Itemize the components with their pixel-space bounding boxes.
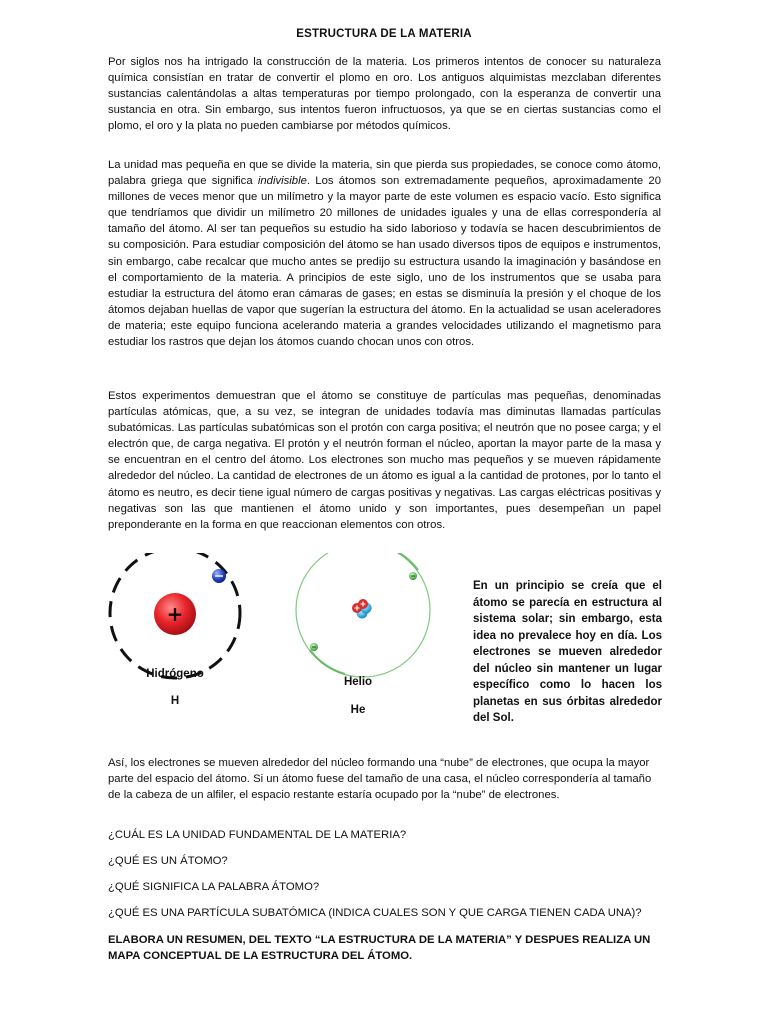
helium-atom — [296, 553, 430, 677]
solar-system-model-note: En un principio se creía que el átomo se parecía en estructura al sistema solar; sin embargo, esta idea no prevalece hoy en día. Los electrones se mueven alrededor del núcleo sin mantener un lugar específico como lo hacen los planetas en sus órbitas alrededor del Sol. — [473, 580, 662, 724]
paragraph-atom-definition — [108, 157, 661, 350]
paragraph-atom-definition-part-a: La unidad mas pequeña en que se divide la materia, sin que pierda sus propiedades, se conoce como átomo, palabra griega que significa — [108, 159, 661, 188]
helium-orbit-trail-left — [310, 650, 345, 674]
helium-label: Helio — [343, 676, 373, 688]
question-what-is-atom: ¿QUÉ ES UN ÁTOMO? — [108, 855, 228, 867]
atom-models-illustration — [100, 553, 470, 743]
hydrogen-nucleus-sign: + — [166, 602, 184, 626]
paragraph-atom-definition-part-b: . Los átomos son extremadamente pequeños, aproximadamente 20 millones de veces menor que un milímetro y la mayor parte de este volumen es espacio vacío. Esto significa que tendríamos que dividir un milímetro 20 millones de unidades iguales y una de ellas correspondería al tamaño del átomo. Al ser tan pequeños su estudio ha sido laborioso y todavía se hacen descubrimientos de su composición. Para estudiar composición del átomo se han usado diversos tipos de equipos e instrumentos, sin embargo, cabe recalcar que mucho antes se predijo su estructura usando la imaginación y basándose en el comportamiento de la materia. A principios de este siglo, uno de los instrumentos que se usaba para estudiar la estructura del átomo eran cámaras de gases; en estas se disminuía la presión y el choque de los átomos dejaban huellas de vapor que sugerían la estructura del átomo. En la actualidad se usan aceleradores de materia; este equipo funciona acelerando materia a grandes velocidades utilizando el magnetismo para estudiar los rastros que dejan los átomos cuando chocan unos con otros. — [108, 175, 661, 349]
question-fundamental-unit: ¿CUÁL ES LA UNIDAD FUNDAMENTAL DE LA MATERIA? — [108, 829, 407, 841]
question-subatomic-particle: ¿QUÉ ES UNA PARTÍCULA SUBATÓMICA (INDICA CUALES SON Y QUE CARGA TIENEN CADA UNA)? — [108, 907, 642, 919]
hydrogen-symbol: H — [170, 695, 180, 707]
helium-symbol: He — [350, 704, 366, 716]
atom-models-figure — [100, 553, 470, 743]
question-word-meaning: ¿QUÉ SIGNIFICA LA PALABRA ÁTOMO? — [108, 881, 320, 893]
task-summary-concept-map: ELABORA UN RESUMEN, DEL TEXTO “LA ESTRUCTURA DE LA MATERIA” Y DESPUES REALIZA UN MAPA CONCEPTUAL DE LA ESTRUCTURA DEL ÁTOMO. — [108, 934, 651, 962]
paragraph-intro: Por siglos nos ha intrigado la construcción de la materia. Los primeros intentos de conocer su naturaleza química consistían en tratar de convertir el plomo en oro. Los antiguos alquimistas mezclaban diferentes sustancias calentándolas a altas temperaturas por tiempo prolongado, con la esperanza de convertir una sustancia en otra. Sin embargo, sus intentos fueron infructuosos, ya que se en ciertas sustancias como el plomo, el oro y la plata no pueden cambiarse por métodos químicos. — [108, 56, 661, 133]
paragraph-electron-cloud: Así, los electrones se mueven alrededor del núcleo formando una “nube” de electrones, que ocupa la mayor parte del espacio del átomo. Si un átomo fuese del tamaño de una casa, el núcleo correspondería al tamaño de la cabeza de un alfiler, el espacio restante estaría ocupado por la “nube” de electrones. — [108, 757, 652, 802]
hydrogen-atom — [110, 553, 240, 678]
hydrogen-label: Hidrógeno — [146, 668, 204, 680]
paragraph-subatomic-particles: Estos experimentos demuestran que el átomo se constituye de partículas mas pequeñas, denominadas partículas atómicas, que, a su vez, se integran de unidades todavía mas diminutas llamadas partículas subatómicas. Las partículas subatómicas son el protón con carga positiva; el neutrón que no posee carga; y el electrón que, de carga negativa. El protón y el neutrón forman el núcleo, aportan la mayor parte de la masa y se encuentran en el centro del átomo. Los electrones son mucho mas pequeños y se mueven rápidamente alrededor del núcleo. La cantidad de electrones de un átomo es igual a la cantidad de protones, por lo tanto el átomo es neutro, es decir tiene igual número de cargas positivas y negativas. Las cargas eléctricas positivas y negativas son las que mantienen el átomo unido y son importantes, pues desempeñan un papel preponderante en la forma en que reaccionan elementos con otros. — [108, 390, 661, 531]
helium-nucleus — [352, 599, 372, 619]
emphasis-indivisible: indivisible — [257, 175, 307, 188]
document-title: ESTRUCTURA DE LA MATERIA — [296, 28, 472, 40]
helium-orbit-trail-top — [383, 553, 418, 570]
